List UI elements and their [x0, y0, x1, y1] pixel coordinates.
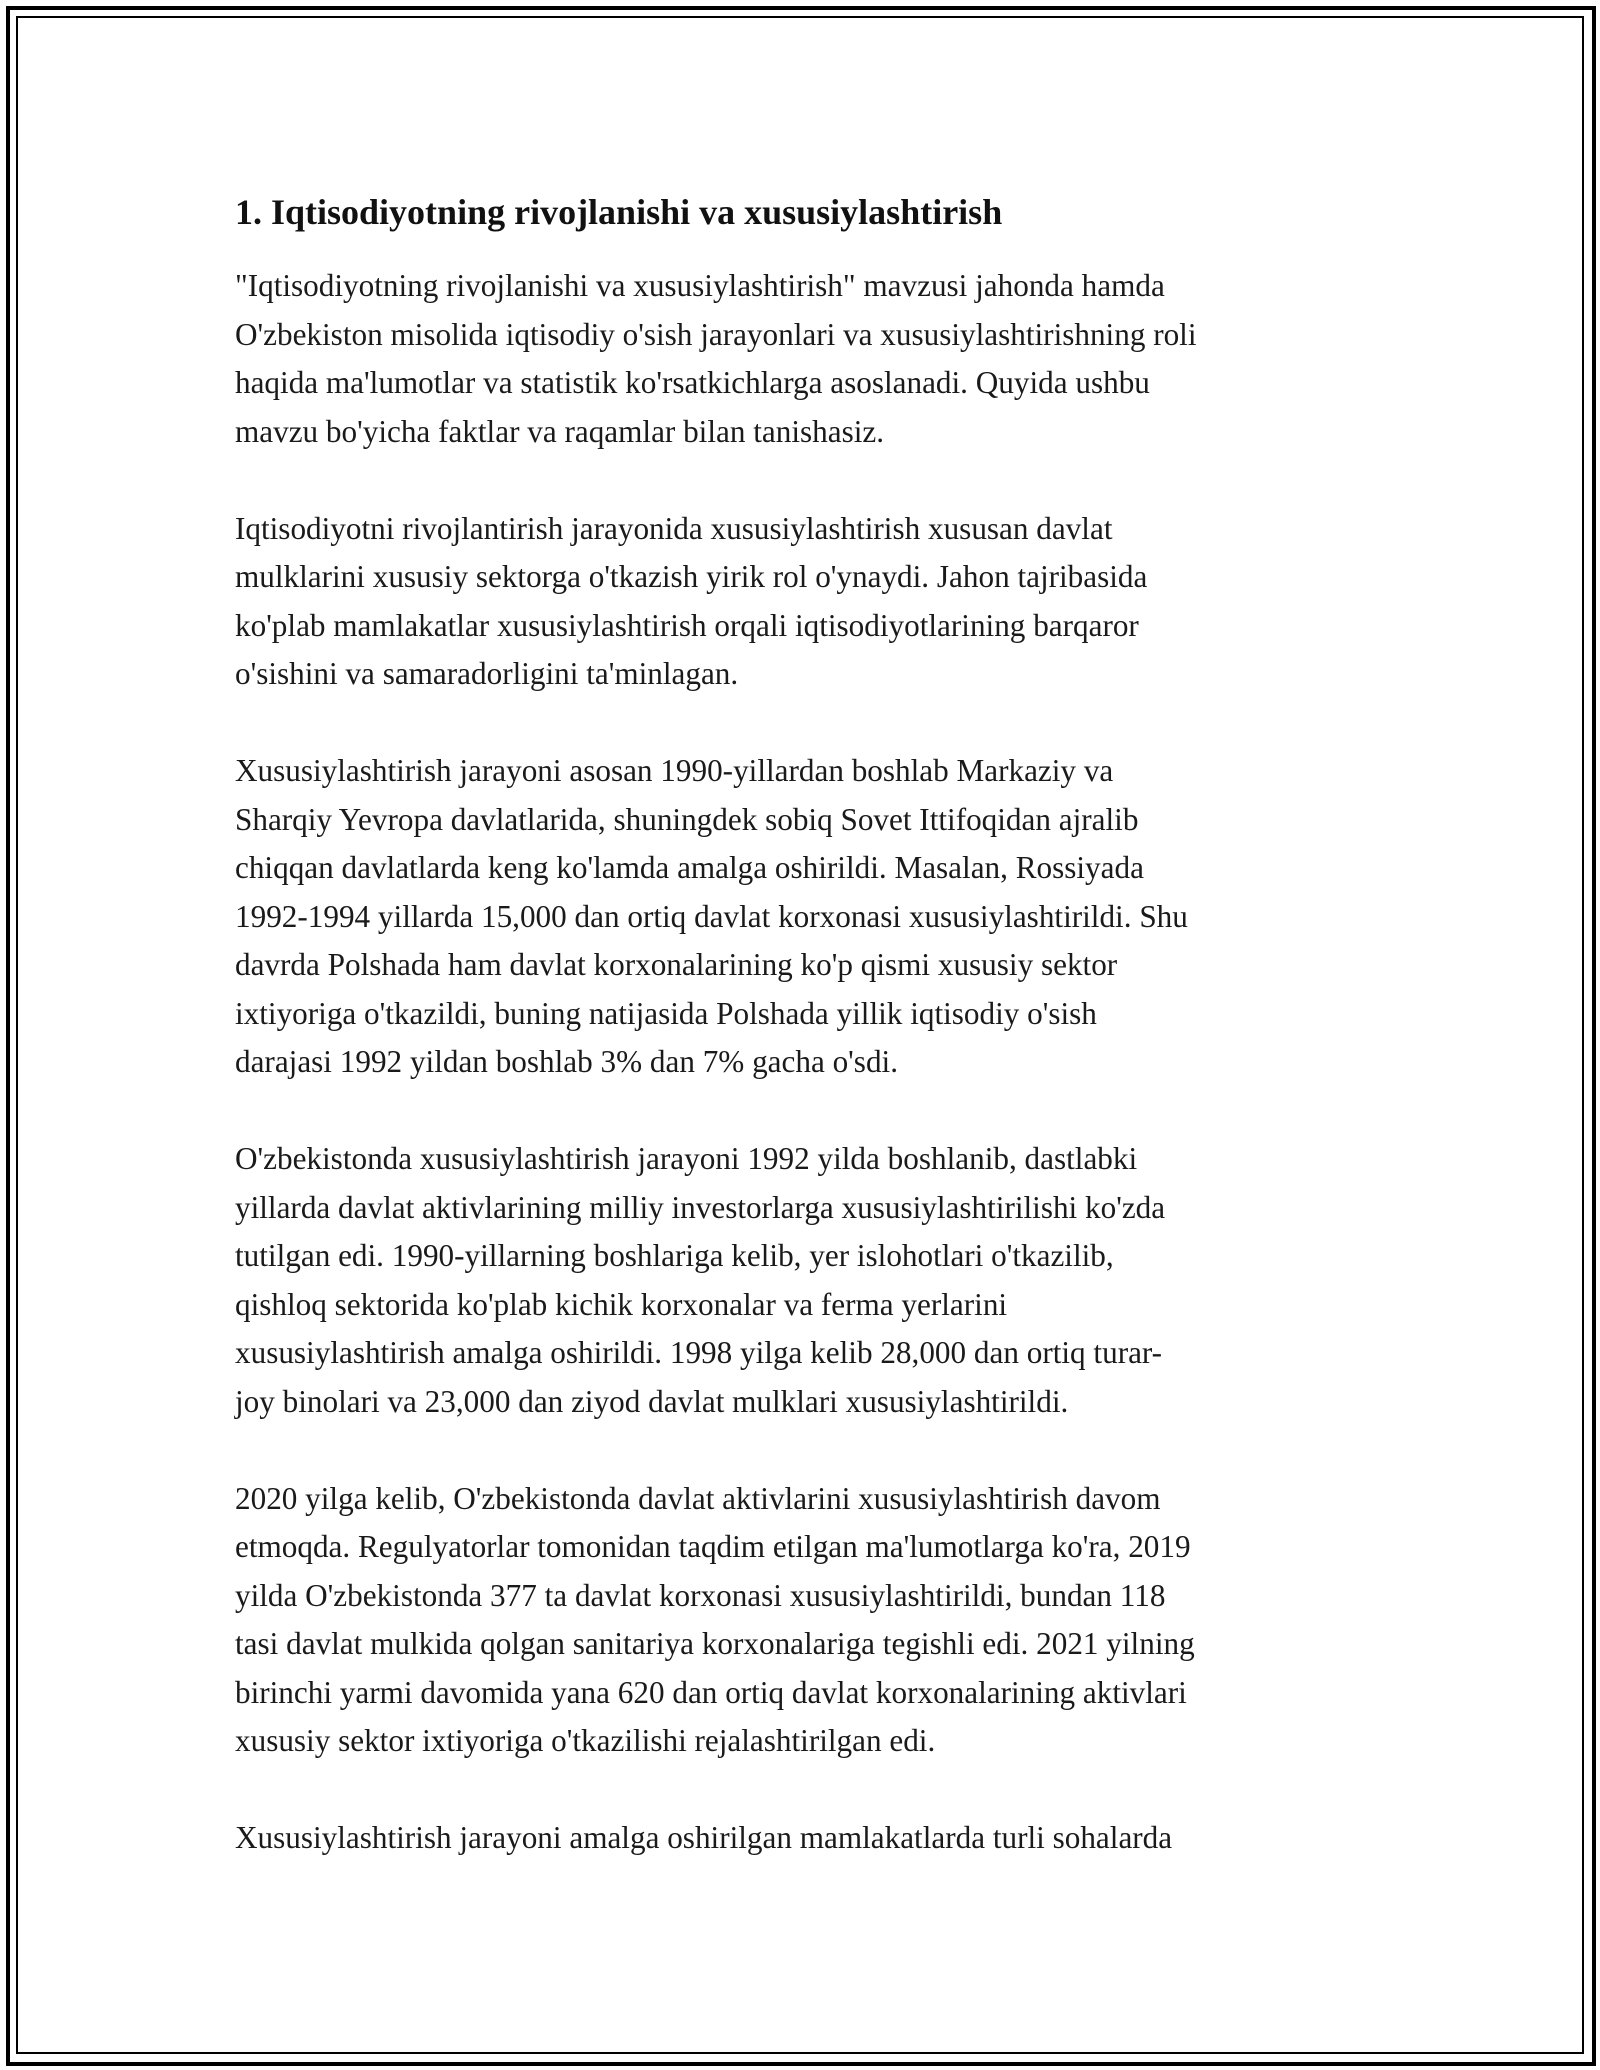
paragraph-intro: "Iqtisodiyotning rivojlanishi va xususiylashtirish" mavzusi jahonda hamda O'zbekiston misolida iqtisodiy o'sish jarayonlari va xususiylashtirishning roli haqida ma'lumotlar va statistik ko'rsatkichlarga asoslanadi. Quyida ushbu mavzu bo'yicha faktlar va raqamlar bilan tanishasiz.: [235, 268, 1197, 449]
paragraph-uzbekistan-recent: 2020 yilga kelib, O'zbekistonda davlat aktivlarini xususiylashtirish davom etmoqda. Regulyatorlar tomonidan taqdim etilgan ma'lumotlarga ko'ra, 2019 yilda O'zbekistonda 377 ta davlat korxonasi xususiylashtirildi, bundan 118 tasi davlat mulkida qolgan sanitariya korxonalariga tegishli edi. 2021 yilning birinchi yarmi davomida yana 620 dan ortiq davlat korxonalarining aktivlari xususiy sektor ixtiyoriga o'tkazilishi rejalashtirilgan edi.: [235, 1480, 1195, 1758]
document-body: [235, 188, 1375, 1911]
section-heading: 1. Iqtisodiyotning rivojlanishi va xususiylashtirish: [235, 192, 1003, 232]
paragraph-eastern-europe: Xususiylashtirish jarayoni asosan 1990-yillardan boshlab Markaziy va Sharqiy Yevropa davlatlarida, shuningdek sobiq Sovet Ittifoqidan ajralib chiqqan davlatlarda keng ko'lamda amalga oshirildi. Masalan, Rossiyada 1992-1994 yillarda 15,000 dan ortiq davlat korxonasi xususiylashtirildi. Shu davrda Polshada ham davlat korxonalarining ko'p qismi xususiy sektor ixtiyoriga o'tkazildi, buning natijasida Polshada yillik iqtisodiy o'sish darajasi 1992 yildan boshlab 3% dan 7% gacha o'sdi.: [235, 753, 1188, 1079]
paragraph-continuation: Xususiylashtirish jarayoni amalga oshirilgan mamlakatlarda turli sohalarda: [235, 1820, 1173, 1855]
paragraph-privatization-role: Iqtisodiyotni rivojlantirish jarayonida xususiylashtirish xususan davlat mulklarini xususiy sektorga o'tkazish yirik rol o'ynaydi. Jahon tajribasida ko'plab mamlakatlar xususiylashtirish orqali iqtisodiyotlarining barqaror o'sishini va samaradorligini ta'minlagan.: [235, 510, 1148, 691]
paragraph-uzbekistan-history: O'zbekistonda xususiylashtirish jarayoni 1992 yilda boshlanib, dastlabki yillarda davlat aktivlarining milliy investorlarga xususiylashtirilishi ko'zda tutilgan edi. 1990-yillarning boshlariga kelib, yer islohotlari o'tkazilib, qishloq sektorida ko'plab kichik korxonalar va ferma yerlarini xususiylashtirish amalga oshirildi. 1998 yilga kelib 28,000 dan ortiq turar- joy binolari va 23,000 dan ziyod davlat mulklari xususiylashtirildi.: [235, 1141, 1166, 1419]
